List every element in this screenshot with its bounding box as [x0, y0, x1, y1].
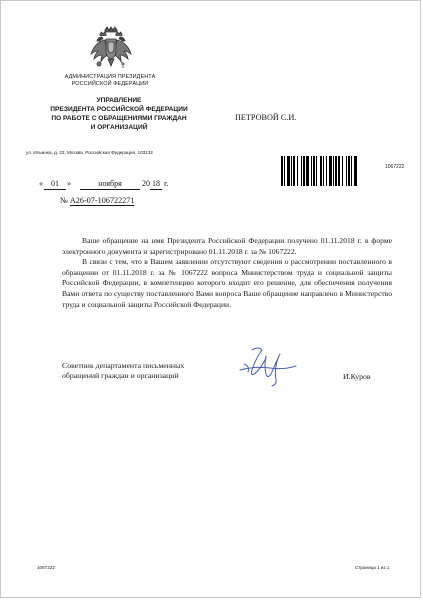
recipient-name: ПЕТРОВОЙ С.И.: [235, 113, 297, 122]
dept-line-2: ПРЕЗИДЕНТА РОССИЙСКОЙ ФЕДЕРАЦИИ: [50, 106, 188, 113]
admin-line-2: РОССИЙСКОЙ ФЕДЕРАЦИИ: [71, 80, 149, 87]
footer-document-number: 1067222: [37, 565, 55, 570]
barcode: [281, 156, 379, 186]
double-headed-eagle-emblem-icon: [88, 24, 134, 72]
date-year-unit: г.: [164, 179, 169, 188]
barcode-gap: [357, 156, 358, 186]
letter-body: [62, 236, 392, 310]
administration-header: [40, 74, 180, 93]
signer-title: [62, 361, 232, 382]
signer-name: И.Куров: [343, 372, 371, 381]
date-quote-close: »: [67, 179, 71, 188]
dept-line-1: УПРАВЛЕНИЕ: [96, 97, 142, 104]
admin-line-1: АДМИНИСТРАЦИЯ ПРЕЗИДЕНТА: [64, 74, 156, 80]
date-year-prefix: 20: [142, 179, 150, 188]
sender-address: ул. Ильинка, д. 23, Москва, Российская Федерация, 103132: [26, 150, 153, 155]
registration-value: А26-07-106722271: [69, 196, 135, 205]
date-month: ноября: [80, 179, 140, 190]
registration-prefix: №: [60, 196, 68, 205]
signer-title-line-2: обращений граждан и организаций: [62, 371, 179, 381]
date-quote-open: «: [39, 179, 43, 188]
handwritten-signature-icon: [234, 340, 300, 390]
signer-title-line-1: Советник департамента письменных: [62, 361, 185, 370]
date-day: 01: [44, 179, 66, 190]
footer-page-indicator: Страница 1 из 1: [355, 565, 390, 570]
body-paragraph-2: В связи с тем, что в Вашем заявлении отсутствуют сведения о рассмотрении поставленного в обращении от 01.11.2018 г. за № 1067222 вопроса Министерством труда и социальной защиты Российской Федерации, в компетенцию которого входит его решение, для обеспечения получения Вами ответа по существу поставленного Вами вопроса Ваше обращение направлено в Министерство труда и социальной защиты Российской Федерации.: [62, 257, 392, 309]
date-year-suffix: 18: [152, 179, 160, 188]
dept-line-4: И ОРГАНИЗАЦИЙ: [90, 124, 148, 131]
barcode-number: 1067222: [385, 164, 405, 170]
registration-number: [60, 196, 134, 206]
body-paragraph-1: Ваше обращение на имя Президента Российской Федерации получено 01.11.2018 г. в форме электронного документа и зарегистрировано 01.11.2018 г. за № 1067222.: [62, 236, 392, 256]
department-header: [44, 96, 194, 132]
document-date: [38, 179, 168, 190]
dept-line-3: ПО РАБОТЕ С ОБРАЩЕНИЯМИ ГРАЖДАН: [51, 115, 187, 122]
